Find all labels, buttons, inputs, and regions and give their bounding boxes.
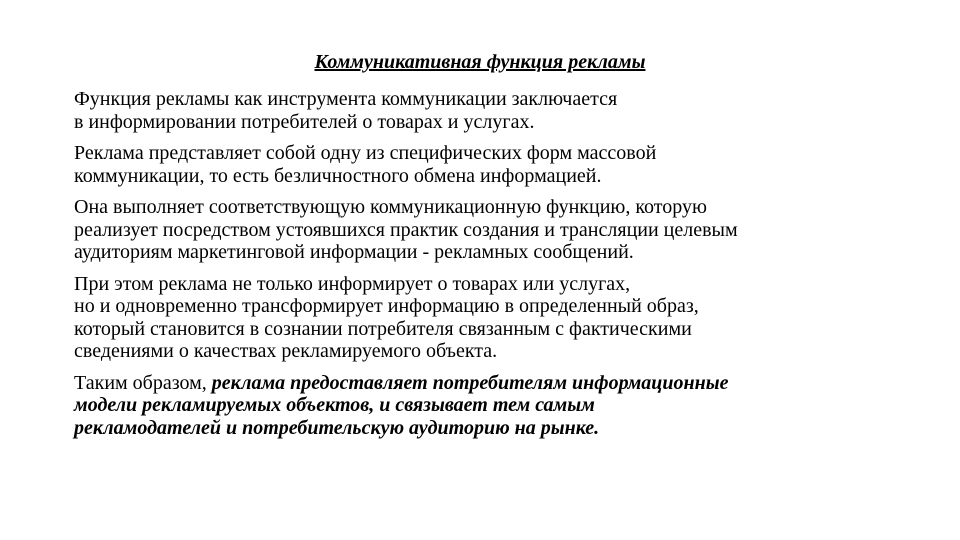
paragraph-line: При этом реклама не только информирует о товарах или услугах, <box>74 272 631 295</box>
paragraph-4 <box>74 273 924 363</box>
paragraph-line: сведениями о качествах рекламируемого объекта. <box>74 340 498 362</box>
paragraph-line: в информировании потребителей о товарах и услугах. <box>74 110 535 133</box>
paragraph-line: коммуникации, то есть безличностного обмена информацией. <box>74 164 602 187</box>
paragraph-5 <box>74 372 924 440</box>
conclusion-emphasis: реклама предоставляет потребителям информационные <box>211 371 729 394</box>
paragraph-line: реализует посредством устоявшихся практик создания и трансляции целевым <box>74 218 738 241</box>
paragraph-line: Функция рекламы как инструмента коммуникации заключается <box>74 88 618 110</box>
paragraph-3 <box>74 196 924 264</box>
slide-title: Коммуникативная функция рекламы <box>314 51 646 73</box>
conclusion-emphasis: рекламодателей и потребительскую аудиторию на рынке. <box>74 416 600 439</box>
paragraph-line: который становится в сознании потребителя связанным с фактическими <box>74 317 692 340</box>
slide-body <box>74 88 924 448</box>
conclusion-emphasis: модели рекламируемых объектов, и связывает тем самым <box>74 394 595 416</box>
paragraph-line: Она выполняет соответствующую коммуникационную функцию, которую <box>74 196 707 218</box>
paragraph-2 <box>74 142 924 187</box>
paragraph-line <box>74 372 924 395</box>
paragraph-line: Реклама представляет собой одну из специфических форм массовой <box>74 142 657 164</box>
paragraph-line: но и одновременно трансформирует информацию в определенный образ, <box>74 295 699 317</box>
paragraph-1 <box>74 88 924 133</box>
paragraph-line: аудиториям маркетинговой информации - рекламных сообщений. <box>74 241 634 263</box>
conclusion-intro: Таким образом, <box>74 371 212 394</box>
